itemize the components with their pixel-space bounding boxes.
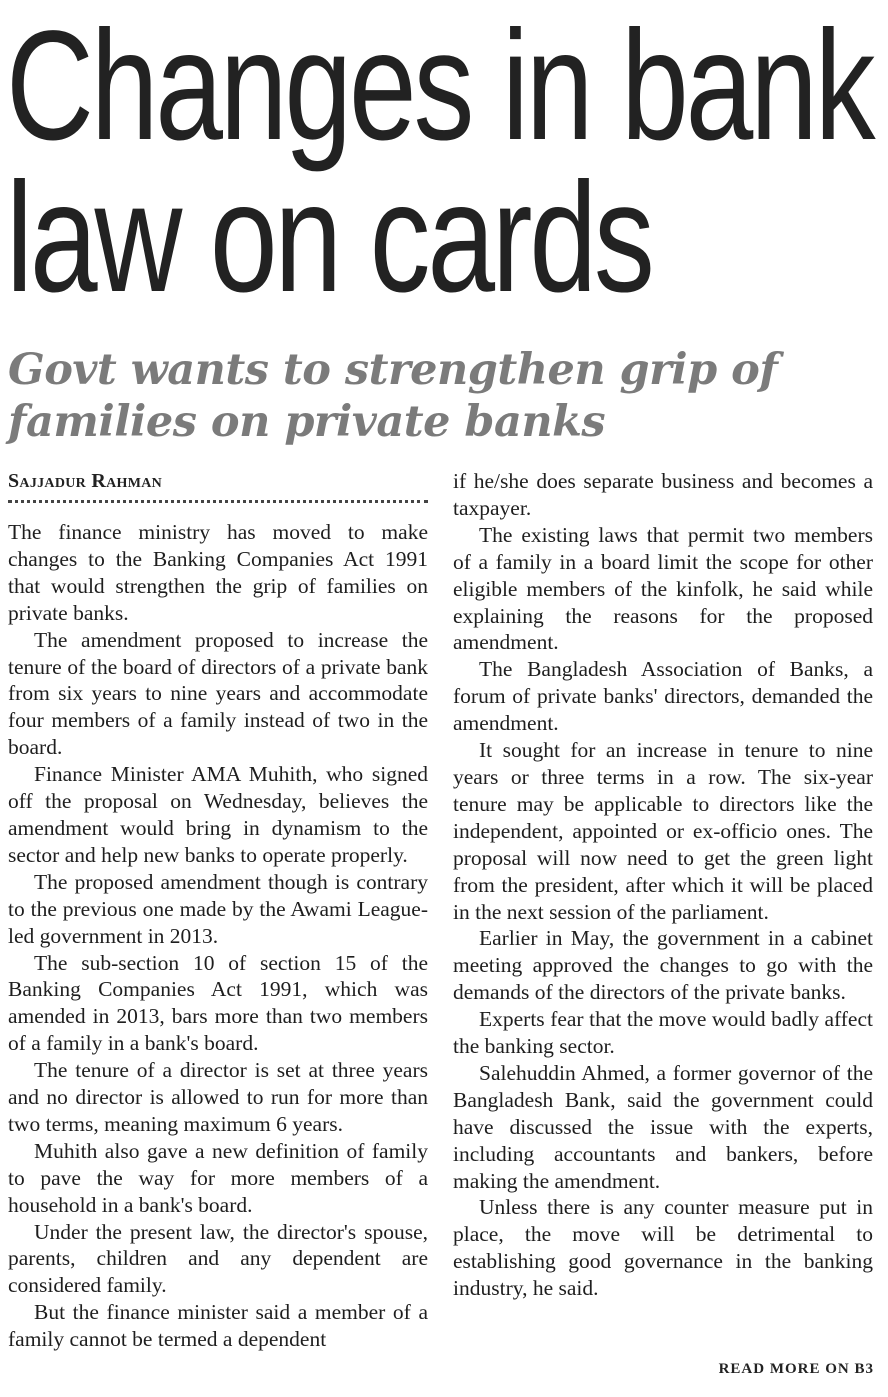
right-column xyxy=(453,468,873,1302)
paragraph: Earlier in May, the government in a cabinet meeting approved the changes to go with the demands of the directors of the private banks. xyxy=(453,926,873,1005)
paragraph: The finance ministry has moved to make changes to the Banking Companies Act 1991 that would strengthen the grip of families on private banks. xyxy=(8,520,428,625)
paragraph: Unless there is any counter measure put in place, the move will be detrimental to establishing good governance in the banking industry, he said. xyxy=(453,1195,873,1301)
subheadline-line-1: Govt wants to strengthen grip of xyxy=(8,345,778,395)
paragraph: Experts fear that the move would badly affect the banking sector. xyxy=(453,1007,873,1059)
paragraph: The amendment proposed to increase the tenure of the board of directors of a private bank from six years to nine years and accommodate four members of a family instead of two in the board. xyxy=(8,627,428,760)
paragraph: The sub-section 10 of section 15 of the Banking Companies Act 1991, which was amended in 2013, bars more than two members of a family in a bank's board. xyxy=(8,950,428,1056)
headline-line-1: Changes in bank xyxy=(6,0,873,173)
byline-divider xyxy=(8,500,428,507)
paragraph: Finance Minister AMA Muhith, who signed off the proposal on Wednesday, believes the amendment would bring in dynamism to the sector and help new banks to operate properly. xyxy=(8,762,428,867)
paragraph: The existing laws that permit two members of a family in a board limit the scope for other eligible members of the kinfolk, he said while explaining the reasons for the proposed amendment. xyxy=(453,522,873,655)
headline xyxy=(6,0,884,325)
read-more-link[interactable]: READ MORE ON B3 xyxy=(718,1361,874,1377)
byline: Sajjadur Rahman xyxy=(8,470,163,492)
paragraph: The Bangladesh Association of Banks, a forum of private banks' directors, demanded the amendment. xyxy=(453,657,873,736)
subheadline-line-2: families on private banks xyxy=(8,397,606,447)
paragraph-continuation: if he/she does separate business and becomes a taxpayer. xyxy=(453,469,873,520)
paragraph: Muhith also gave a new definition of family to pave the way for more members of a household in a bank's board. xyxy=(8,1138,428,1217)
headline-line-2: law on cards xyxy=(6,151,652,325)
paragraph: Under the present law, the director's spouse, parents, children and any dependent are considered family. xyxy=(8,1219,428,1298)
paragraph: Salehuddin Ahmed, a former governor of the Bangladesh Bank, said the government could have discussed the issue with the experts, including accountants and bankers, before making the amendment. xyxy=(453,1060,873,1193)
left-column xyxy=(8,519,428,1353)
subheadline xyxy=(8,344,868,448)
paragraph: The proposed amendment though is contrary to the previous one made by the Awami League-led government in 2013. xyxy=(8,869,428,948)
paragraph: It sought for an increase in tenure to nine years or three terms in a row. The six-year tenure may be applicable to directors like the independent, appointed or ex-officio ones. The proposal will now need to get the green light from the president, after which it will be placed in the next session of the parliament. xyxy=(453,738,873,924)
paragraph: But the finance minister said a member of a family cannot be termed a dependent xyxy=(8,1300,428,1352)
paragraph: The tenure of a director is set at three years and no director is allowed to run for more than two terms, meaning maximum 6 years. xyxy=(8,1058,428,1136)
